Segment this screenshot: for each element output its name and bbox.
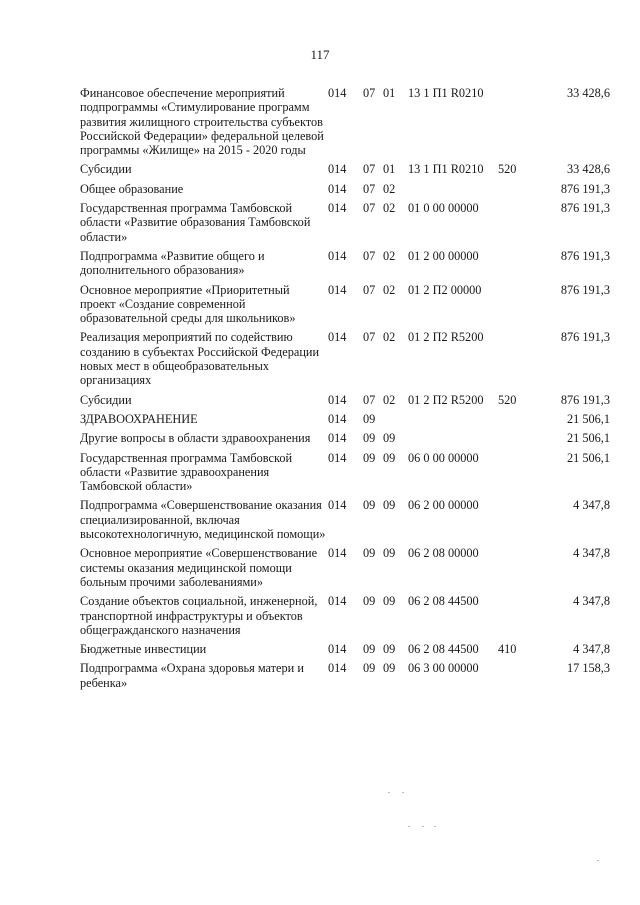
row-ved: 014 (328, 431, 347, 446)
row-csr: 06 3 00 00000 (408, 661, 479, 676)
row-name: Субсидии (80, 392, 132, 407)
table-row (80, 498, 610, 541)
row-vr: 520 (498, 162, 517, 177)
row-name: Финансовое обеспечение мероприятий подпрограммы «Стимулирование программ развития жилищного строительства субъектов Российской Федерации» федеральной целевой программы «Жилище» на 2015 - 2020 годы (80, 86, 324, 158)
table-row (80, 393, 610, 407)
row-ved: 014 (328, 642, 347, 657)
row-ved: 014 (328, 498, 347, 513)
row-rz: 09 (363, 431, 376, 446)
row-sum: 876 191,3 (560, 201, 610, 216)
row-pr: 09 (383, 546, 396, 561)
scan-speck (434, 826, 436, 827)
row-sum: 33 428,6 (566, 86, 610, 100)
row-rz: 07 (363, 162, 376, 177)
row-ved: 014 (328, 392, 347, 407)
row-rz: 09 (363, 411, 376, 426)
row-pr: 02 (383, 392, 396, 407)
table-row (80, 594, 610, 637)
row-name: Подпрограмма «Охрана здоровья матери и ребенка» (80, 661, 304, 690)
row-name: Создание объектов социальной, инженерной, транспортной инфраструктуры и объектов общегражданского назначения (80, 594, 318, 637)
row-ved: 014 (328, 330, 347, 345)
row-rz: 09 (363, 594, 376, 609)
row-csr: 06 2 00 00000 (408, 498, 479, 513)
row-vr: 520 (498, 392, 517, 407)
table-row (80, 182, 610, 196)
row-pr: 09 (383, 642, 396, 657)
row-ved: 014 (328, 86, 347, 100)
row-name: Подпрограмма «Развитие общего и дополнительного образования» (80, 248, 265, 278)
table-row (80, 412, 610, 426)
row-ved: 014 (328, 594, 347, 609)
row-sum: 876 191,3 (560, 248, 610, 263)
row-sum: 876 191,3 (560, 282, 610, 297)
table-row (80, 249, 610, 278)
row-ved: 014 (328, 450, 347, 465)
row-sum: 21 506,1 (566, 431, 610, 446)
scan-speck (402, 792, 404, 793)
row-pr: 01 (383, 86, 396, 100)
table-row (80, 642, 610, 656)
row-name: Государственная программа Тамбовской области «Развитие здравоохранения Тамбовской области» (80, 450, 293, 494)
page-number: 117 (310, 47, 330, 62)
row-rz: 09 (363, 498, 376, 513)
table-row (80, 283, 610, 326)
table-row (80, 546, 610, 589)
row-sum: 4 347,8 (573, 594, 610, 609)
row-name: Субсидии (80, 162, 132, 177)
row-ved: 014 (328, 162, 347, 177)
row-pr: 09 (383, 594, 396, 609)
row-csr: 01 2 П2 R5200 (408, 392, 484, 407)
row-name: Другие вопросы в области здравоохранения (80, 431, 311, 446)
row-vr: 410 (498, 642, 517, 657)
row-ved: 014 (328, 248, 347, 263)
row-csr: 13 1 П1 R0210 (408, 162, 484, 177)
row-rz: 07 (363, 86, 376, 100)
row-pr: 09 (383, 450, 396, 465)
row-csr: 01 0 00 00000 (408, 201, 479, 216)
row-sum: 876 191,3 (560, 330, 610, 345)
table-row (80, 201, 610, 244)
row-name: Основное мероприятие «Приоритетный проект «Создание современной образовательной среды для школьников» (80, 282, 296, 326)
row-rz: 07 (363, 201, 376, 216)
row-pr: 02 (383, 282, 396, 297)
row-csr: 13 1 П1 R0210 (408, 86, 484, 100)
row-rz: 09 (363, 546, 376, 561)
row-csr: 06 2 08 44500 (408, 642, 479, 657)
table-row (80, 330, 610, 387)
scan-speck (597, 860, 599, 861)
row-ved: 014 (328, 181, 347, 196)
row-sum: 876 191,3 (560, 392, 610, 407)
row-csr: 01 2 П2 R5200 (408, 330, 484, 345)
row-sum: 4 347,8 (573, 642, 610, 657)
row-csr: 06 2 08 00000 (408, 546, 479, 561)
row-csr: 01 2 00 00000 (408, 248, 479, 263)
row-csr: 01 2 П2 00000 (408, 282, 482, 297)
row-sum: 4 347,8 (573, 498, 610, 513)
row-name: Реализация мероприятий по содействию созданию в субъектах Российской Федерации новых мест в общеобразовательных организациях (80, 330, 320, 388)
row-name: Бюджетные инвестиции (80, 642, 207, 657)
row-sum: 17 158,3 (566, 661, 610, 676)
table-row (80, 451, 610, 494)
row-pr: 01 (383, 162, 396, 177)
row-sum: 21 506,1 (566, 411, 610, 426)
row-csr: 06 2 08 44500 (408, 594, 479, 609)
row-rz: 09 (363, 642, 376, 657)
row-name: Общее образование (80, 181, 184, 196)
row-name: Государственная программа Тамбовской области «Развитие образования Тамбовской области» (80, 201, 311, 244)
row-name: Основное мероприятие «Совершенствование системы оказания медицинской помощи больным прочими заболеваниями» (80, 546, 318, 589)
row-sum: 33 428,6 (566, 162, 610, 177)
row-rz: 07 (363, 181, 376, 196)
row-ved: 014 (328, 201, 347, 216)
table-row (80, 162, 610, 176)
row-ved: 014 (328, 411, 347, 426)
budget-table (80, 86, 610, 695)
scan-speck (408, 826, 410, 827)
row-ved: 014 (328, 546, 347, 561)
row-rz: 07 (363, 282, 376, 297)
row-pr: 09 (383, 498, 396, 513)
row-sum: 876 191,3 (560, 181, 610, 196)
row-ved: 014 (328, 282, 347, 297)
row-pr: 02 (383, 330, 396, 345)
row-pr: 09 (383, 661, 396, 676)
row-pr: 02 (383, 181, 396, 196)
row-rz: 07 (363, 248, 376, 263)
table-row (80, 86, 610, 157)
row-name: Подпрограмма «Совершенствование оказания специализированной, включая высокотехнологичную, медицинской помощи» (80, 498, 326, 542)
table-row (80, 431, 610, 445)
row-ved: 014 (328, 661, 347, 676)
table-row (80, 661, 610, 690)
row-pr: 09 (383, 431, 396, 446)
row-csr: 06 0 00 00000 (408, 450, 479, 465)
row-rz: 07 (363, 392, 376, 407)
row-name: ЗДРАВООХРАНЕНИЕ (80, 411, 198, 426)
row-rz: 07 (363, 330, 376, 345)
row-sum: 4 347,8 (573, 546, 610, 561)
scan-speck (388, 792, 390, 793)
row-rz: 09 (363, 450, 376, 465)
scan-speck (422, 826, 424, 827)
row-pr: 02 (383, 248, 396, 263)
row-pr: 02 (383, 201, 396, 216)
row-sum: 21 506,1 (566, 450, 610, 465)
row-rz: 09 (363, 661, 376, 676)
